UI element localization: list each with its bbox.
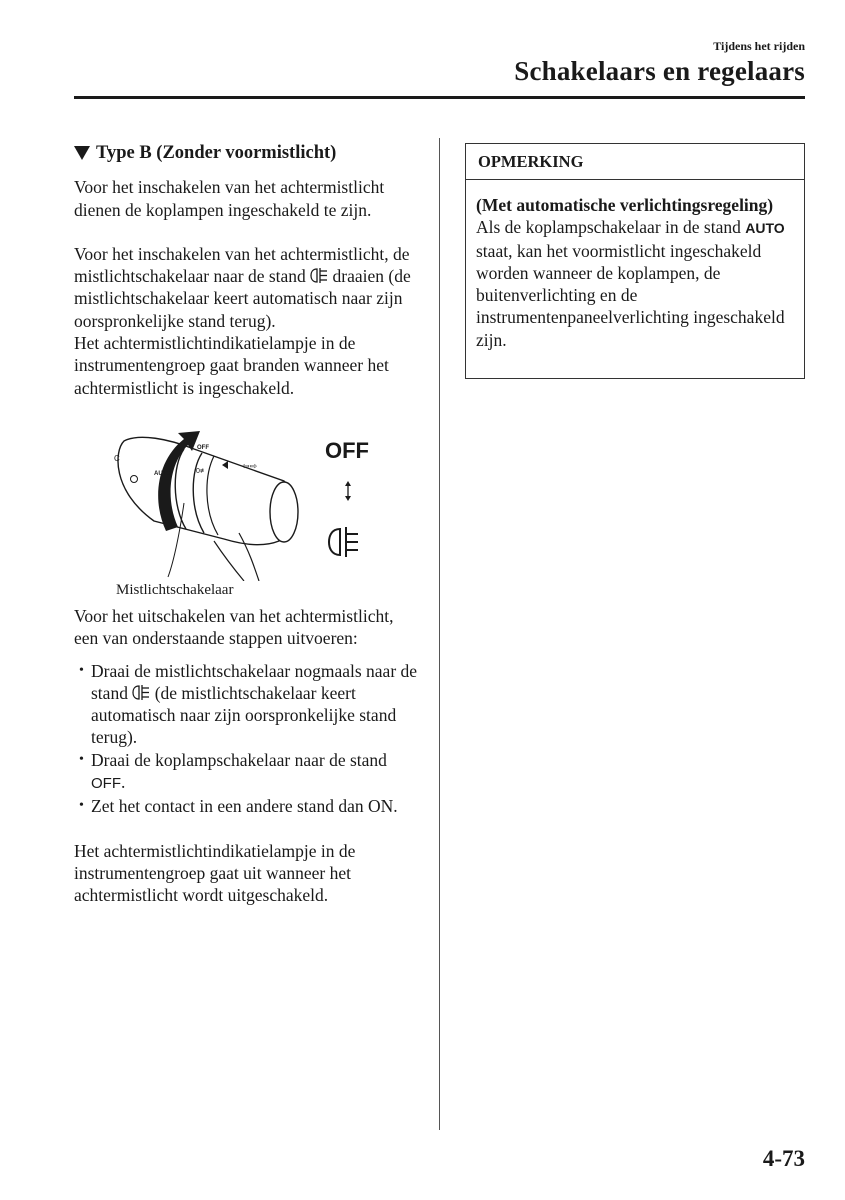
bullet-1-start: Draai de mistlichtschakelaar nogmaals naar de stand xyxy=(91,660,418,703)
list-item: • Zet het contact in een andere stand dan ON. xyxy=(74,795,419,817)
section-heading-text: Type B (Zonder voormistlicht) xyxy=(96,143,337,163)
header-divider xyxy=(74,96,805,99)
page-number: 4-73 xyxy=(762,1146,805,1171)
list-item xyxy=(74,749,419,796)
bullet-list xyxy=(74,660,419,818)
triangle-marker-icon xyxy=(74,146,90,160)
note-heading: OPMERKING xyxy=(466,144,804,180)
note-text-start: Als de koplampschakelaar in de stand xyxy=(476,217,741,238)
rear-fog-light-icon xyxy=(132,684,150,701)
fog-switch-illustration xyxy=(74,421,419,581)
chapter-subtitle: Tijdens het rijden xyxy=(713,39,805,53)
paragraph-1: Voor het inschakelen van het achtermistlicht dienen de koplampen ingeschakeld te zijn. xyxy=(74,177,385,220)
off-label: OFF xyxy=(91,775,121,793)
combination-switch-drawing xyxy=(74,421,419,581)
note-body xyxy=(466,180,804,351)
rear-fog-position-icon xyxy=(329,527,358,557)
off-position-label: OFF xyxy=(325,437,369,463)
left-column xyxy=(74,142,419,929)
column-divider xyxy=(439,138,440,1130)
rear-fog-light-icon xyxy=(310,267,328,284)
bullet-1-end: (de mistlichtschakelaar keert automatisch naar zijn oorspronkelijke stand terug). xyxy=(91,682,397,748)
auto-label: AUTO xyxy=(745,220,785,237)
paragraph-4: Voor het uitschakelen van het achtermistlicht, een van onderstaande stappen uitvoeren: xyxy=(74,605,394,649)
switch-label-off: OFF xyxy=(197,444,209,451)
switch-mark-c: C xyxy=(114,453,120,463)
up-down-arrow-icon xyxy=(345,481,351,501)
note-box xyxy=(465,143,805,379)
note-text-end: staat, kan het voormistlicht ingeschakeld worden wanneer de koplampen, de buitenverlichting en de instrumentenpaneelverlichting ingeschakeld zijn. xyxy=(476,240,785,350)
figure-caption: Mistlichtschakelaar xyxy=(116,581,234,598)
switch-fog-mark-icon: 0≢ xyxy=(196,467,207,475)
bullet-2-end: . xyxy=(121,772,126,793)
page-title: Schakelaars en regelaars xyxy=(514,56,805,86)
paragraph-2-end: draaien (de mistlichtschakelaar keert automatisch naar zijn oorspronkelijke stand terug). xyxy=(74,266,411,331)
bullet-2-start: Draai de koplampschakelaar naar de stand xyxy=(91,749,387,770)
note-subheading: (Met automatische verlichtingsregeling) xyxy=(476,195,774,215)
paragraph-2-start: Voor het inschakelen van het achtermistlicht, de mistlichtschakelaar naar de stand xyxy=(74,243,410,287)
paragraph-2 xyxy=(74,243,419,332)
list-item xyxy=(74,660,419,749)
switch-label-auto: AUTO xyxy=(154,470,171,477)
section-heading xyxy=(74,142,419,164)
paragraph-3: Het achtermistlichtindikatielampje in de instrumentengroep gaat branden wanneer het achtermistlicht is ingeschakeld. xyxy=(74,333,389,398)
note-text xyxy=(476,216,794,351)
paragraph-5: Het achtermistlichtindikatielampje in de instrumentengroep gaat uit wanneer het achtermistlicht wordt uitgeschakeld. xyxy=(74,840,356,906)
turn-signal-mark-icon: ⇦⇨ xyxy=(242,461,258,472)
